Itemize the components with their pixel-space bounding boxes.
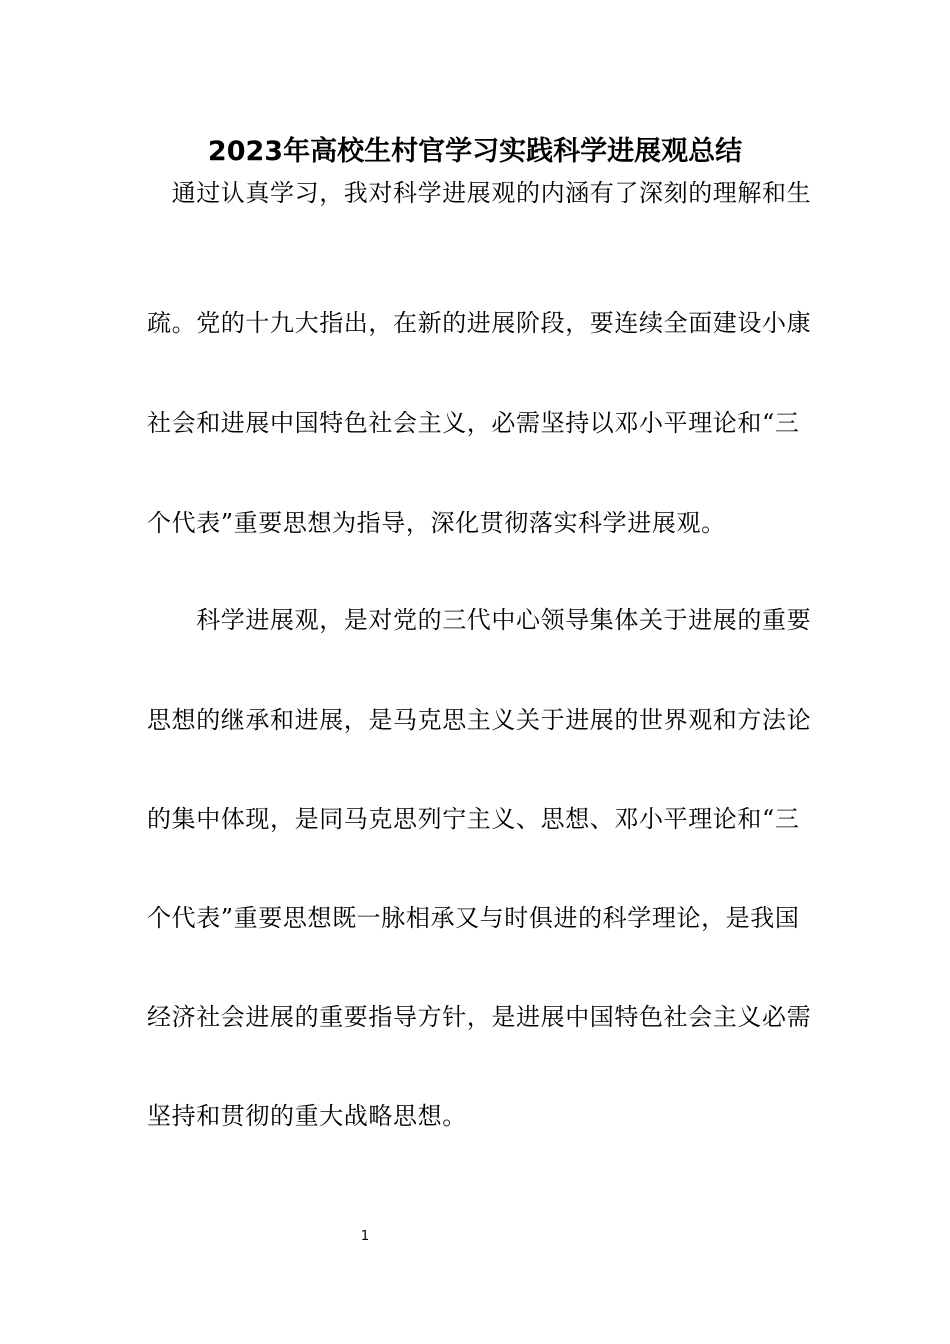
paragraph-line: 科学进展观，是对党的三代中心领导集体关于进展的重要 xyxy=(147,606,812,634)
paragraph-line: 社会和进展中国特色社会主义，必需坚持以邓小平理论和“三 xyxy=(147,409,800,437)
paragraph-line: 坚持和贯彻的重大战略思想。 xyxy=(147,1102,467,1130)
page-number: 1 xyxy=(360,1229,370,1244)
paragraph-line: 思想的继承和进展，是马克思主义关于进展的世界观和方法论 xyxy=(147,706,812,734)
paragraph-line: 通过认真学习，我对科学进展观的内涵有了深刻的理解和生 xyxy=(147,179,812,207)
paragraph-line: 的集中体现，是同马克思列宁主义、思想、邓小平理论和“三 xyxy=(147,805,800,833)
document-title: 2023年高校生村官学习实践科学进展观总结 xyxy=(207,136,743,167)
paragraph-line: 个代表”重要思想为指导，深化贯彻落实科学进展观。 xyxy=(147,509,726,537)
paragraph-line: 个代表”重要思想既一脉相承又与时俱进的科学理论，是我国 xyxy=(147,904,800,932)
paragraph-line: 疏。党的十九大指出，在新的进展阶段，要连续全面建设小康 xyxy=(147,309,812,337)
paragraph-line: 经济社会进展的重要指导方针，是进展中国特色社会主义必需 xyxy=(147,1003,812,1031)
